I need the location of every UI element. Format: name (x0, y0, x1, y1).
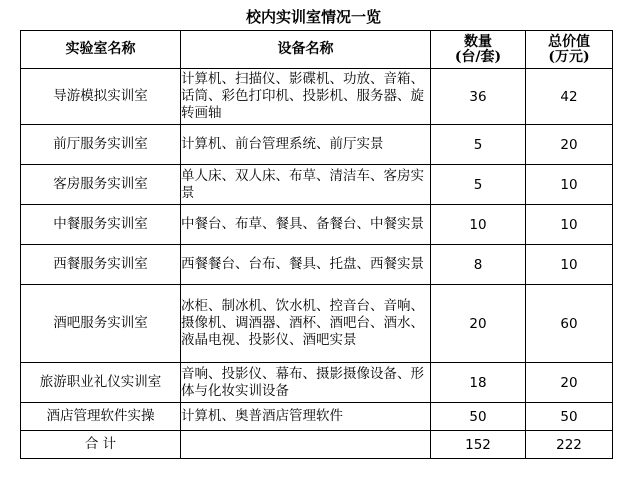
header-quantity (431, 31, 526, 69)
lab-table (20, 30, 613, 459)
header-total-value (526, 31, 613, 69)
header-row (21, 31, 613, 69)
quantity-cell: 5 (431, 165, 526, 205)
equipment-cell: 西餐餐台、台布、餐具、托盘、西餐实景 (181, 245, 431, 285)
total-equipment-cell (181, 431, 431, 459)
equipment-cell: 冰柜、制冰机、饮水机、控音台、音响、摄像机、调酒器、酒杯、酒吧台、酒水、液晶电视、投影仪、酒吧实景 (181, 285, 431, 363)
lab-name-cell: 酒店管理软件实操 (21, 403, 181, 431)
lab-name-cell: 前厅服务实训室 (21, 125, 181, 165)
header-total-value-unit: (万元) (548, 48, 590, 65)
equipment-cell: 单人床、双人床、布草、清洁车、客房实景 (181, 165, 431, 205)
quantity-cell: 10 (431, 205, 526, 245)
value-cell: 42 (526, 69, 613, 125)
value-cell: 20 (526, 363, 613, 403)
header-lab-name: 实验室名称 (21, 31, 181, 69)
table-row (21, 165, 613, 205)
table-title: 校内实训室情况一览 (245, 8, 381, 26)
lab-name-cell: 客房服务实训室 (21, 165, 181, 205)
table-row (21, 403, 613, 431)
lab-name-cell: 旅游职业礼仪实训室 (21, 363, 181, 403)
equipment-cell: 音响、投影仪、幕布、摄影摄像设备、形体与化妆实训设备 (181, 363, 431, 403)
quantity-cell: 20 (431, 285, 526, 363)
table-row (21, 363, 613, 403)
equipment-cell: 计算机、扫描仪、影碟机、功放、音箱、话筒、彩色打印机、投影机、服务器、旋转画轴 (181, 69, 431, 125)
value-cell: 10 (526, 165, 613, 205)
table-row (21, 69, 613, 125)
lab-name-cell: 中餐服务实训室 (21, 205, 181, 245)
total-row (21, 431, 613, 459)
value-cell: 50 (526, 403, 613, 431)
equipment-cell: 中餐台、布草、餐具、备餐台、中餐实景 (181, 205, 431, 245)
header-equipment: 设备名称 (181, 31, 431, 69)
equipment-cell: 计算机、奥普酒店管理软件 (181, 403, 431, 431)
total-label: 合 计 (21, 431, 181, 459)
value-cell: 20 (526, 125, 613, 165)
table-row (21, 245, 613, 285)
quantity-cell: 50 (431, 403, 526, 431)
table-row (21, 205, 613, 245)
equipment-cell: 计算机、前台管理系统、前厅实景 (181, 125, 431, 165)
table-row (21, 285, 613, 363)
header-quantity-unit: (台/套) (454, 48, 502, 65)
header-quantity-label: 数量 (464, 33, 492, 50)
lab-name-cell: 酒吧服务实训室 (21, 285, 181, 363)
value-cell: 10 (526, 245, 613, 285)
quantity-cell: 18 (431, 363, 526, 403)
value-cell: 60 (526, 285, 613, 363)
total-value: 222 (526, 431, 613, 459)
lab-name-cell: 西餐服务实训室 (21, 245, 181, 285)
table-row (21, 125, 613, 165)
quantity-cell: 5 (431, 125, 526, 165)
quantity-cell: 8 (431, 245, 526, 285)
lab-name-cell: 导游模拟实训室 (21, 69, 181, 125)
total-quantity: 152 (431, 431, 526, 459)
value-cell: 10 (526, 205, 613, 245)
header-total-value-label: 总价值 (548, 33, 590, 50)
quantity-cell: 36 (431, 69, 526, 125)
